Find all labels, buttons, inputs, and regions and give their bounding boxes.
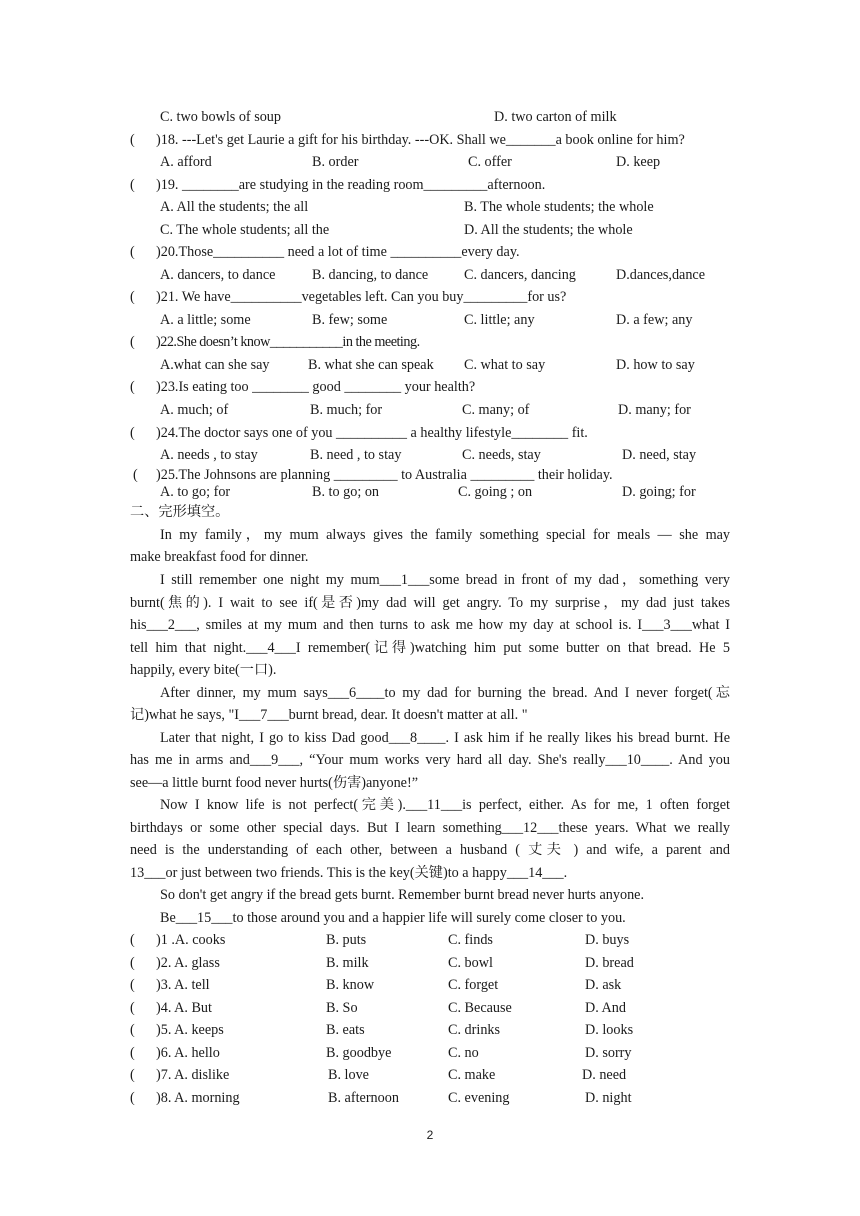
- option-d: D. many; for: [618, 402, 691, 418]
- option-b: B. need , to stay: [310, 447, 402, 463]
- passage-line: has me in arms and___9___, “Your mum works very hard all day. She's really___10____. And you: [130, 752, 730, 768]
- option-d: D. sorry: [585, 1045, 632, 1061]
- section-title: 二、完形填空。: [130, 504, 230, 520]
- passage-line: 记)what he says, "I___7___burnt bread, dear. It doesn't matter at all. ": [130, 707, 528, 723]
- option-b: B. puts: [326, 932, 367, 948]
- passage-line: need is the understanding of each other, between a husband ( 丈夫 ) and wife, a parent and: [130, 842, 730, 858]
- option-d: D. All the students; the whole: [464, 222, 633, 238]
- option-b: B. few; some: [312, 312, 388, 328]
- answer-paren: (: [130, 132, 135, 148]
- passage-line: I still remember one night my mum___1___some bread in front of my dad，something very: [160, 572, 730, 588]
- answer-paren: (: [130, 1090, 135, 1106]
- option-b: B. eats: [326, 1022, 365, 1038]
- option-c: C. forget: [448, 977, 499, 993]
- option-c: C. finds: [448, 932, 493, 948]
- option-d: D. how to say: [616, 357, 695, 373]
- option-c: C. going ; on: [458, 484, 533, 500]
- cloze-item: )5. A. keeps: [156, 1022, 224, 1038]
- page-number: 2: [426, 1128, 434, 1142]
- answer-paren: (: [130, 955, 135, 971]
- option-d: D. night: [585, 1090, 632, 1106]
- cloze-item: )3. A. tell: [156, 977, 210, 993]
- option-d: D. a few; any: [616, 312, 693, 328]
- passage-line: 13___or just between two friends. This is the key(关键)to a happy___14___.: [130, 865, 568, 881]
- option-b: B. dancing, to dance: [312, 267, 429, 283]
- option-d: D. keep: [616, 154, 661, 170]
- option-b: B. what she can speak: [308, 357, 434, 373]
- option-b: B. know: [326, 977, 375, 993]
- option-a: A. needs , to stay: [160, 447, 258, 463]
- option-c: C. bowl: [448, 955, 493, 971]
- passage-line: Later that night, I go to kiss Dad good___8____. I ask him if he really likes his bread burnt. He: [160, 730, 730, 746]
- passage-line: see—a little burnt food never hurts(伤害)anyone!”: [130, 775, 418, 791]
- option-d: D.dances,dance: [616, 267, 706, 283]
- cloze-item: )8. A. morning: [156, 1090, 240, 1106]
- answer-paren: (: [130, 244, 135, 260]
- passage-line: his___2___, smiles at my mum and then turns to ask me how my day at school is. I___3___what I: [130, 617, 730, 633]
- option-b: B. milk: [326, 955, 369, 971]
- option-c: C. what to say: [464, 357, 546, 373]
- option-a: A. All the students; the all: [160, 199, 309, 215]
- passage-line: After dinner, my mum says___6____to my dad for burning the bread. And I never forget(忘: [160, 685, 730, 701]
- option-d: D. need: [582, 1067, 627, 1083]
- option-b: B. love: [328, 1067, 369, 1083]
- passage-line: make breakfast food for dinner.: [130, 549, 309, 565]
- passage-line: tell him that night.___4___I remember(记得)watching him put some butter on that bread. He 5: [130, 640, 730, 656]
- option-b: B. The whole students; the whole: [464, 199, 654, 215]
- option-a: A. afford: [160, 154, 212, 170]
- option-a: A. to go; for: [160, 484, 231, 500]
- option-d: D. buys: [585, 932, 630, 948]
- option-c: C. no: [448, 1045, 479, 1061]
- question-23: )23.Is eating too ________ good ________ your health?: [156, 379, 476, 395]
- option-d: D. going; for: [622, 484, 696, 500]
- option-d: D. ask: [585, 977, 622, 993]
- option-b: B. goodbye: [326, 1045, 392, 1061]
- option-b: B. order: [312, 154, 359, 170]
- option-b: B. So: [326, 1000, 358, 1016]
- answer-paren: (: [130, 425, 135, 441]
- option-a: A.what can she say: [160, 357, 270, 373]
- answer-paren: (: [130, 1045, 135, 1061]
- passage-line: So don't get angry if the bread gets burnt. Remember burnt bread never hurts anyone.: [160, 887, 645, 903]
- question-19: )19. ________are studying in the reading room_________afternoon.: [156, 177, 546, 193]
- answer-paren: (: [130, 334, 135, 350]
- answer-paren: (: [130, 1022, 135, 1038]
- question-22: )22.She doesn’t know___________in the meeting.: [156, 334, 420, 350]
- cloze-item: )6. A. hello: [156, 1045, 220, 1061]
- option-b: B. to go; on: [312, 484, 380, 500]
- option-b: B. afternoon: [328, 1090, 399, 1106]
- answer-paren: (: [130, 977, 135, 993]
- answer-paren: (: [130, 379, 135, 395]
- option-c: C. little; any: [464, 312, 535, 328]
- option-b: B. much; for: [310, 402, 383, 418]
- answer-paren: (: [130, 1067, 135, 1083]
- passage-line: burnt(焦的). I wait to see if(是否)my dad will get angry. To my surprise，my dad just takes: [130, 595, 730, 611]
- option-d: D. need, stay: [622, 447, 697, 463]
- passage-line: birthdays or some other special days. But I learn something___12___these years. What we really: [130, 820, 730, 836]
- option-a: A. dancers, to dance: [160, 267, 276, 283]
- option-c: C. many; of: [462, 402, 530, 418]
- option-d: D. And: [585, 1000, 626, 1016]
- option-c: C. two bowls of soup: [160, 109, 281, 125]
- answer-paren: (: [133, 467, 138, 483]
- question-20: )20.Those__________ need a lot of time __________every day.: [156, 244, 520, 260]
- option-c: C. needs, stay: [462, 447, 541, 463]
- option-c: C. The whole students; all the: [160, 222, 330, 238]
- option-c: C. Because: [448, 1000, 512, 1016]
- option-c: C. make: [448, 1067, 496, 1083]
- option-d: D. bread: [585, 955, 634, 971]
- passage-line: happily, every bite(一口).: [130, 662, 277, 678]
- cloze-item: )2. A. glass: [156, 955, 220, 971]
- answer-paren: (: [130, 932, 135, 948]
- passage-line: Be___15___to those around you and a happier life will surely come closer to you.: [160, 910, 626, 926]
- option-c: C. drinks: [448, 1022, 501, 1038]
- answer-paren: (: [130, 1000, 135, 1016]
- option-d: D. looks: [585, 1022, 634, 1038]
- passage-line: In my family，my mum always gives the family something special for meals — she may: [160, 527, 730, 543]
- option-a: A. much; of: [160, 402, 229, 418]
- question-18: )18. ---Let's get Laurie a gift for his birthday. ---OK. Shall we_______a book online for him?: [156, 132, 685, 148]
- answer-paren: (: [130, 177, 135, 193]
- option-c: C. dancers, dancing: [464, 267, 576, 283]
- answer-paren: (: [130, 289, 135, 305]
- question-21: )21. We have__________vegetables left. Can you buy_________for us?: [156, 289, 567, 305]
- option-c: C. evening: [448, 1090, 510, 1106]
- option-a: A. a little; some: [160, 312, 251, 328]
- option-d: D. two carton of milk: [494, 109, 617, 125]
- cloze-item: )1 .A. cooks: [156, 932, 226, 948]
- question-24: )24.The doctor says one of you __________ a healthy lifestyle________ fit.: [156, 425, 588, 441]
- question-25: )25.The Johnsons are planning _________ to Australia _________ their holiday.: [156, 467, 613, 483]
- cloze-item: )7. A. dislike: [156, 1067, 230, 1083]
- option-c: C. offer: [468, 154, 512, 170]
- passage-line: Now I know life is not perfect(完美).___11___is perfect, either. As for me, 1 often forget: [160, 797, 730, 813]
- cloze-item: )4. A. But: [156, 1000, 212, 1016]
